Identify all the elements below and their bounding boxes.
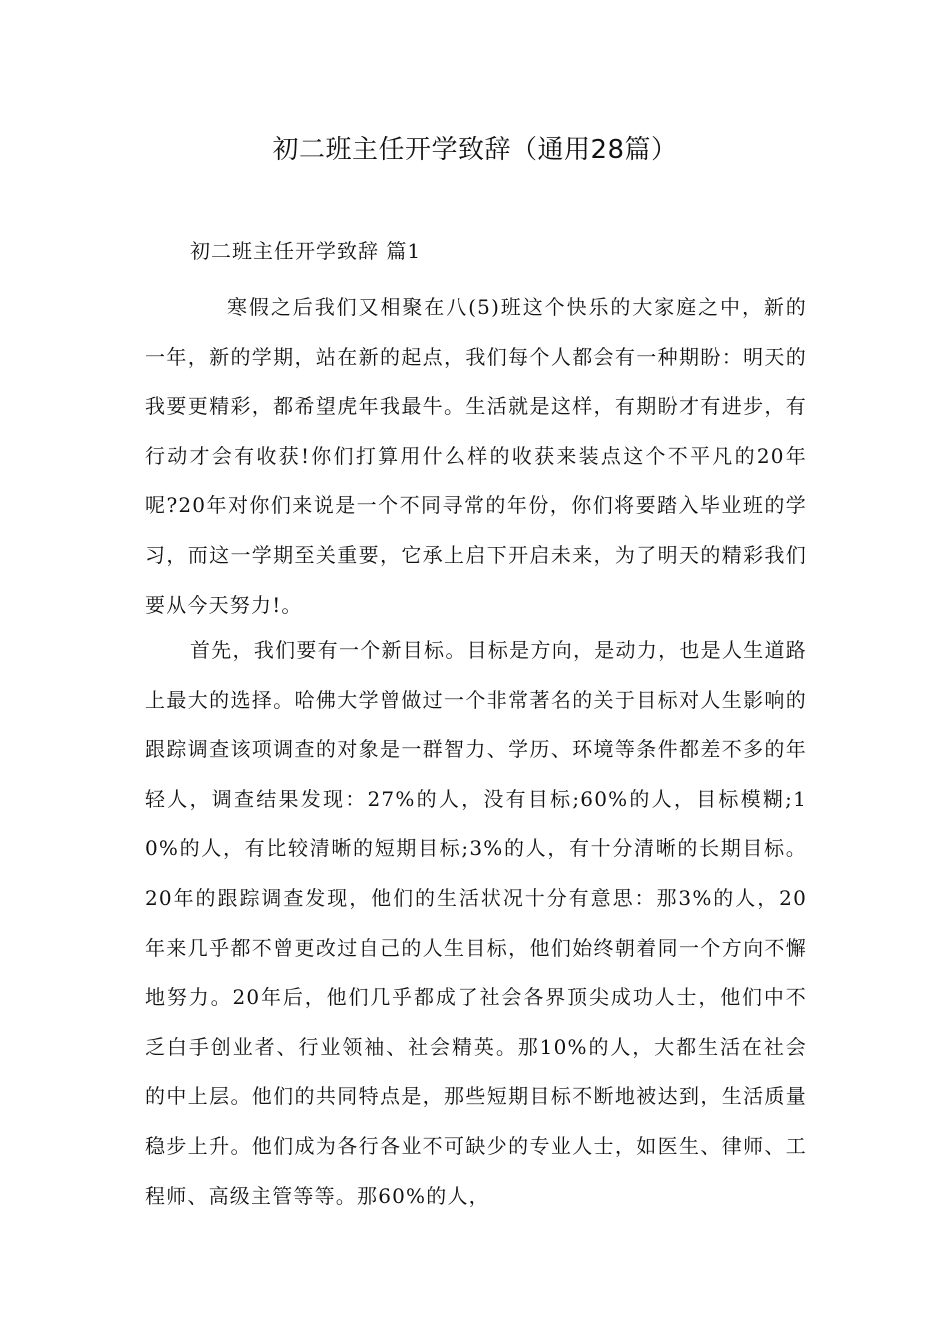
document-title: 初二班主任开学致辞（通用28篇） bbox=[272, 135, 678, 165]
body-paragraph-1: 寒假之后我们又相聚在八(5)班这个快乐的大家庭之中，新的一年，新的学期，站在新的起点，我们每个人都会有一种期盼：明天的我要更精彩，都希望虎年我最牛。生活就是这样，有期盼才有进步，有行动才会有收获!你们打算用什么样的收获来装点这个不平凡的20年呢?20年对你们来说是一个不同寻常的年份，你们将要踏入毕业班的学习，而这一学期至关重要，它承上启下开启未来，为了明天的精彩我们要从今天努力!。 bbox=[145, 295, 807, 617]
body-paragraph-2: 首先，我们要有一个新目标。目标是方向，是动力，也是人生道路上最大的选择。哈佛大学曾做过一个非常著名的关于目标对人生影响的跟踪调查该项调查的对象是一群智力、学历、环境等条件都差不多的年轻人，调查结果发现：27%的人，没有目标;60%的人，目标模糊;10%的人，有比较清晰的短期目标;3%的人，有十分清晰的长期目标。20年的跟踪调查发现，他们的生活状况十分有意思：那3%的人，20年来几乎都不曾更改过自己的人生目标，他们始终朝着同一个方向不懈地努力。20年后，他们几乎都成了社会各界顶尖成功人士，他们中不乏白手创业者、行业领袖、社会精英。那10%的人，大都生活在社会的中上层。他们的共同特点是，那些短期目标不断地被达到，生活质量稳步上升。他们成为各行各业不可缺少的专业人士，如医生、律师、工程师、高级主管等等。那60%的人， bbox=[145, 638, 807, 1208]
section-heading: 初二班主任开学致辞 篇1 bbox=[190, 239, 422, 263]
